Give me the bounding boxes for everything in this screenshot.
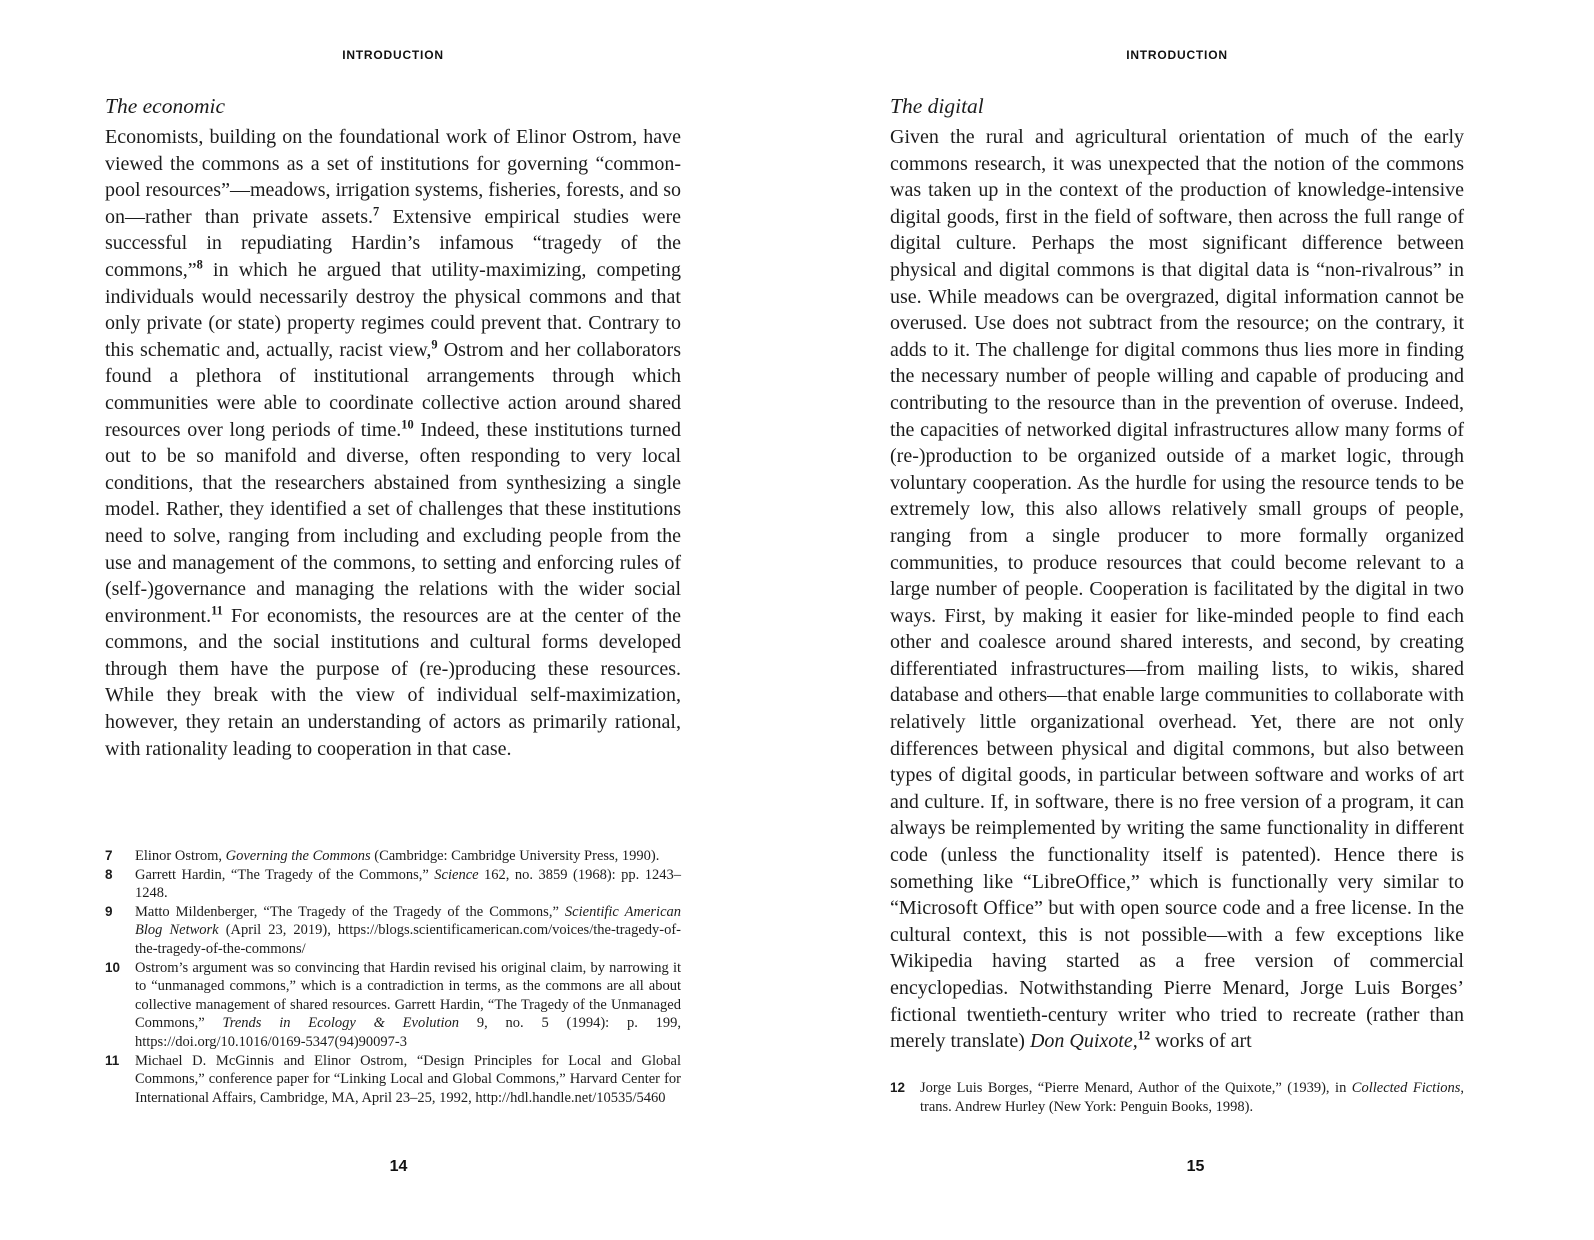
footnote-item <box>890 1079 1464 1116</box>
body-paragraph-digital: Given the rural and agricultural orientation of much of the early commons research, it was unexpected that the notion of the commons was taken up in the context of the production of knowledge-intensive digital goods, first in the field of software, then across the full range of digital culture. Perhaps the most significant difference between physical and digital commons is that digital data is “non-rivalrous” in use. While meadows can be overgrazed, digital information cannot be overused. Use does not subtract from the resource; on the contrary, it adds to it. The challenge for digital commons thus lies more in finding the necessary number of people willing and capable of producing and contributing to the resource than in the prevention of overuse. Indeed, the capacities of networked digital infrastructures allow many forms of (re-)production to be organized outside of a market logic, through voluntary cooperation. As the hurdle for using the resource tends to be extremely low, this also allows relatively small groups of people, ranging from a single producer to more formally organized communities, to produce resources that could become relevant to a large number of people. Cooperation is facilitated by the digital in two ways. First, by making it easier for like-minded people to find each other and coalesce around shared interests, and second, by creating differentiated infrastructures—from mailing lists, to wikis, shared database and others—that enable large communities to collaborate with relatively little organizational overhead. Yet, there are not only differences between physical and digital commons, but also between types of digital goods, in particular between software and works of art and culture. If, in software, there is no free version of a program, it can always be reimplemented by writing the same functionality in different code (unless the functionality itself is patented). Hence there is something like “LibreOffice,” which is functionally very similar to “Microsoft Office” but with open source code and a free license. In the cultural context, this is not possible—with a few exceptions like Wikipedia having started as a free version of commercial encyclopedias. Notwithstanding Pierre Menard, Jorge Luis Borges’ fictional twentieth-century writer who tried to recreate (rather than merely translate) Don Quixote,$^{12}$ works of art <box>890 126 1464 1053</box>
footnote-text: Matto Mildenberger, “The Tragedy of the Tragedy of the Commons,” Scientific American Blog Network (April 23, 2019), https://blogs.scientificamerican.com/voices/the-tragedy-of-the-tragedy-of-the-commons/ <box>135 903 682 957</box>
footnote-text: Elinor Ostrom, Governing the Commons (Cambridge: Cambridge University Press, 1990). <box>135 848 660 864</box>
footnote-number: 10 <box>105 959 121 975</box>
page-number-left: 14 <box>389 1158 408 1175</box>
footnote-text: Michael D. McGinnis and Elinor Ostrom, “Design Principles for Local and Global Commons,” conference paper for “Linking Local and Global Commons,” Harvard Center for International Affairs, Cambridge, MA, April 23–25, 1992, http://hdl.handle.net/10535/5460 <box>135 1052 681 1106</box>
footnote-item <box>105 1052 681 1108</box>
footnote-item <box>105 847 681 866</box>
footnote-item <box>105 866 681 903</box>
page-left-content <box>105 48 681 762</box>
page-right <box>797 0 1594 1240</box>
footnotes-right <box>890 1079 1464 1116</box>
footnote-item <box>105 959 681 1052</box>
footnote-text: Garrett Hardin, “The Tragedy of the Commons,” Science 162, no. 3859 (1968): pp. 1243–1248. <box>135 866 682 902</box>
section-heading-digital: The digital <box>890 94 984 118</box>
footnote-number: 12 <box>890 1080 906 1095</box>
footnote-item <box>105 903 681 959</box>
footnote-number: 9 <box>105 903 113 919</box>
footnote-text: Jorge Luis Borges, “Pierre Menard, Author of the Quixote,” (1939), in Collected Fictions, trans. Andrew Hurley (New York: Penguin Books, 1998). <box>920 1080 1464 1115</box>
footnote-number: 8 <box>105 866 113 882</box>
footnotes-left <box>105 847 681 1107</box>
section-heading-economic: The economic <box>105 94 226 118</box>
body-paragraph-economic: Economists, building on the foundational work of Elinor Ostrom, have viewed the commons as a set of institutions for governing “common-pool resources”—meadows, irrigation systems, fisheries, forests, and so on—rather than private assets.$^7$ Extensive empirical studies were successful in repudiating Hardin’s infamous “tragedy of the commons,”$^8$ in which he argued that utility-maximizing, competing individuals would necessarily destroy the physical commons and that only private (or state) property regimes could prevent that. Contrary to this schematic and, actually, racist view,$^9$ Ostrom and her collaborators found a plethora of institutional arrangements through which communities were able to coordinate collective action around shared resources over long periods of time.$^{10}$ Indeed, these institutions turned out to be so manifold and diverse, often responding to very local conditions, that the researchers abstained from synthesizing a single model. Rather, they identified a set of challenges that these institutions need to solve, ranging from including and excluding people from the use and management of the commons, to setting and enforcing rules of (self-)governance and managing the relations with the wider social environment.$^{11}$ For economists, the resources are at the center of the commons, and the social institutions and cultural forms developed through them have the purpose of (re-)producing these resources. While they break with the view of individual self-maximization, however, they retain an understanding of actors as primarily rational, with rationality leading to cooperation in that case. <box>105 126 681 760</box>
running-head-right: INTRODUCTION <box>1126 48 1228 62</box>
footnote-text: Ostrom’s argument was so convincing that Hardin revised his original claim, by narrowing it to “unmanaged commons,” which is a contradiction in terms, as the commons are all about collective management of shared resources. Garrett Hardin, “The Tragedy of the Unmanaged Commons,” Trends in Ecology & Evolution 9, no. 5 (1994): p. 199, https://doi.org/10.1016/0169-5347(94)90097-3 <box>135 959 682 1050</box>
footnote-number: 7 <box>105 848 113 863</box>
footnote-number: 11 <box>105 1052 120 1068</box>
page-right-content <box>890 48 1464 1055</box>
page-number-right: 15 <box>1186 1158 1205 1175</box>
running-head-left: INTRODUCTION <box>342 48 444 62</box>
